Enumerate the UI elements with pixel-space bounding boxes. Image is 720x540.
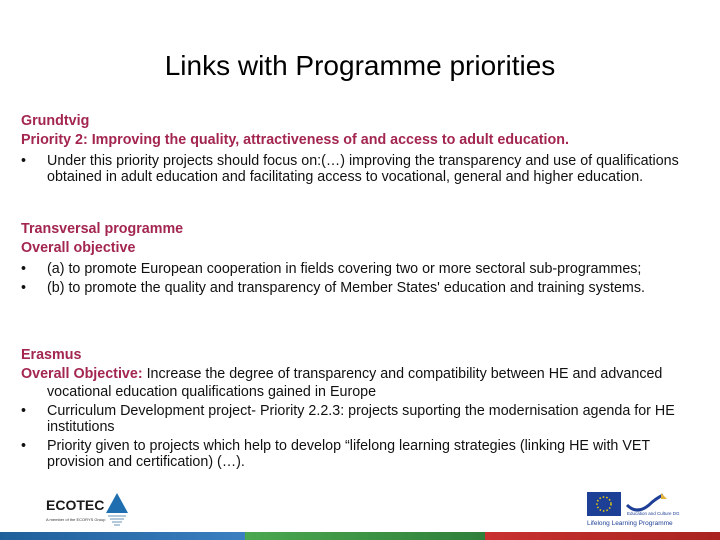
footer-bar-green	[245, 532, 485, 540]
llp-logo	[585, 491, 685, 531]
bullet-icon: •	[21, 153, 27, 169]
section-subheading: Priority 2: Improving the quality, attractiveness of and access to adult education.	[21, 132, 569, 148]
section-grundtvig	[21, 112, 701, 185]
section-transversal	[21, 220, 701, 296]
bullet-icon: •	[21, 280, 27, 296]
bullet-text: (a) to promote European cooperation in fields covering two or more sectoral sub-programmes;	[47, 261, 642, 277]
section-heading: Transversal programme	[21, 221, 184, 237]
footer-bar-blue	[0, 532, 245, 540]
footer-color-bar	[0, 532, 720, 540]
section-heading: Grundtvig	[21, 113, 90, 129]
ecotec-wordmark: ECOTEC	[46, 497, 105, 513]
ecotec-logo	[46, 493, 136, 529]
section-heading: Erasmus	[21, 347, 82, 363]
ecotec-tagline: A member of the ECORYS Group	[46, 517, 106, 522]
bullet-icon: •	[21, 403, 27, 419]
bullet-icon: •	[21, 438, 27, 454]
bullet-icon: •	[21, 261, 27, 277]
llp-dg-label: Education and Culture DG	[627, 511, 680, 516]
bullet-text: (b) to promote the quality and transparency of Member States' education and training systems.	[47, 280, 645, 296]
slide-title: Links with Programme priorities	[164, 50, 556, 81]
bullet-text: Under this priority projects should focus on:(…) improving the transparency and use of qualifications obtained in adult education and facilitating access to vocational, general and higher education.	[47, 153, 679, 185]
list-item	[21, 261, 701, 277]
list-item	[21, 153, 701, 185]
section-erasmus	[21, 346, 701, 470]
llp-label: Lifelong Learning Programme	[587, 520, 673, 527]
ecotec-triangle-icon	[106, 493, 128, 529]
section-subheading: Overall objective	[21, 240, 136, 256]
bullet-text: Curriculum Development project- Priority 2.2.3: projects suporting the modernisation agenda for HE institutions	[47, 403, 675, 435]
list-item	[21, 280, 701, 296]
intro-text: Increase the degree of transparency and compatibility between HE and advanced vocational education qualifications gained in Europe	[47, 366, 663, 400]
bullet-text: Priority given to projects which help to develop “lifelong learning strategies (linking HE with VET provision and certification) (…).	[47, 438, 650, 470]
list-item	[21, 438, 701, 470]
section-intro	[21, 365, 701, 400]
footer-bar-red	[485, 532, 720, 540]
section-subheading: Overall Objective:	[21, 366, 143, 382]
list-item	[21, 403, 701, 435]
